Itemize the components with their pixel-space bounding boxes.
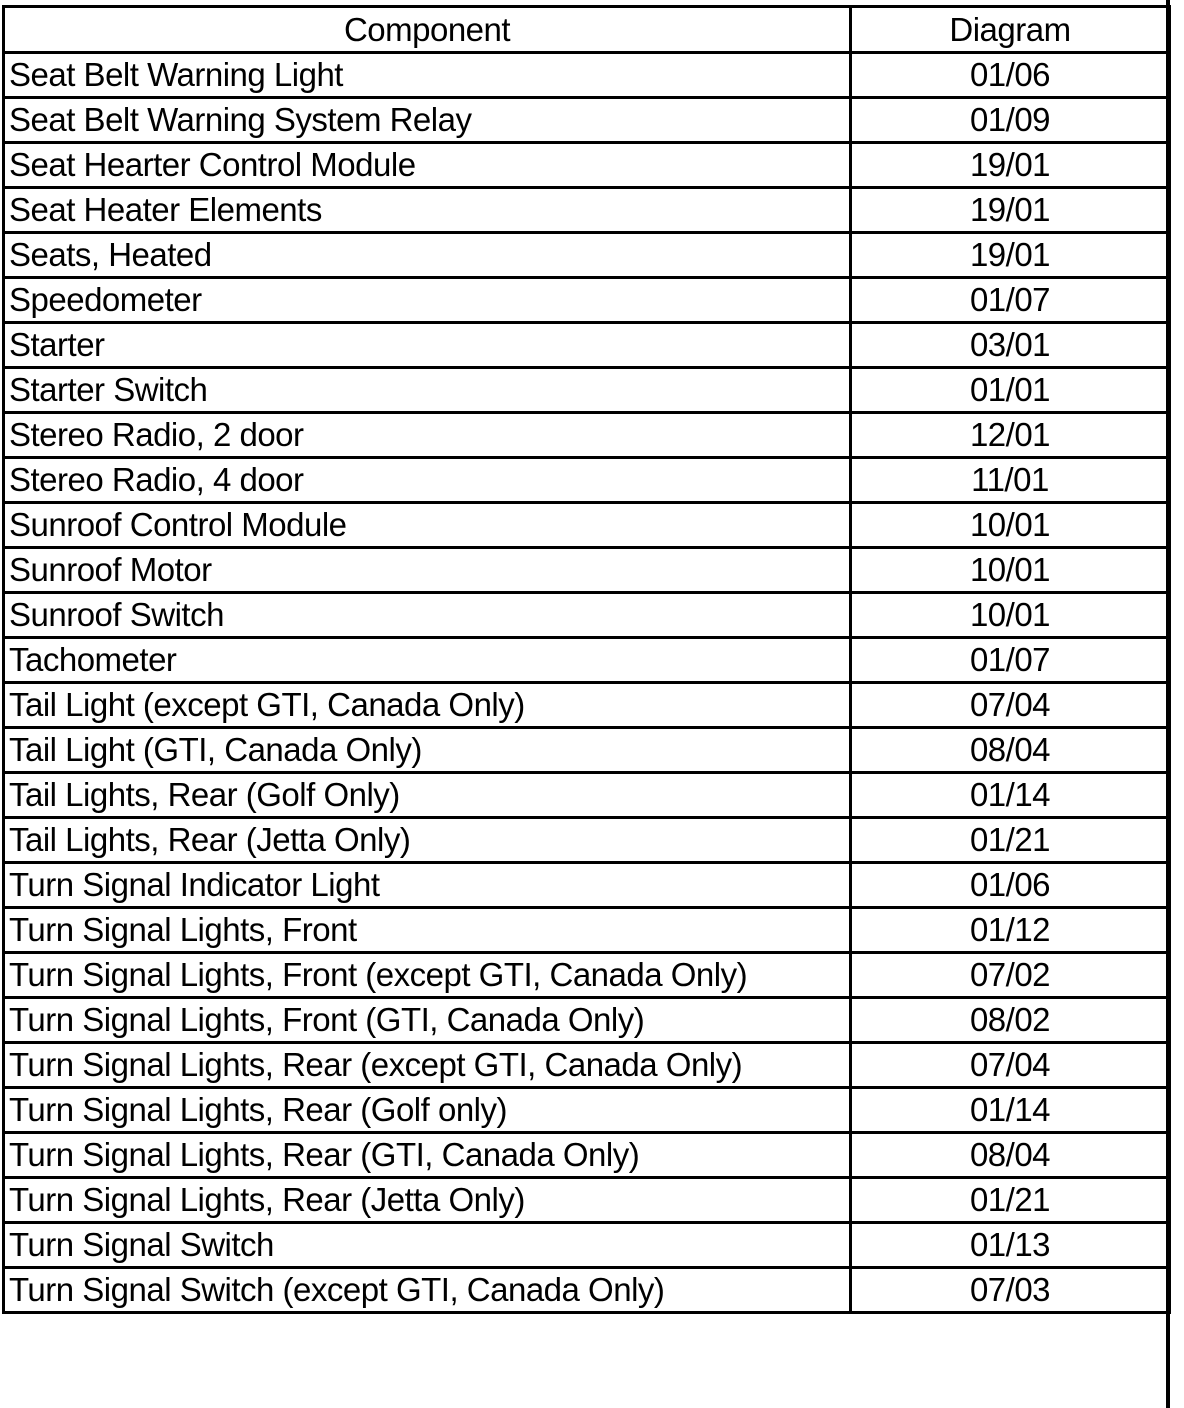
diagram-cell: 11/01 [851,458,1170,503]
component-cell: Seat Belt Warning System Relay [4,98,851,143]
table-row [4,683,1170,728]
header-row [4,7,1170,53]
component-cell: Seat Heater Elements [4,188,851,233]
diagram-cell: 01/13 [851,1223,1170,1268]
table-row [4,638,1170,683]
component-cell: Tail Lights, Rear (Jetta Only) [4,818,851,863]
diagram-cell: 07/02 [851,953,1170,998]
component-cell: Turn Signal Lights, Front [4,908,851,953]
table-row [4,953,1170,998]
component-cell: Turn Signal Lights, Rear (Golf only) [4,1088,851,1133]
column-header-diagram: Diagram [851,7,1170,53]
diagram-cell: 01/07 [851,638,1170,683]
diagram-cell: 19/01 [851,233,1170,278]
diagram-cell: 01/07 [851,278,1170,323]
table-row [4,1043,1170,1088]
component-cell: Seats, Heated [4,233,851,278]
component-cell: Seat Hearter Control Module [4,143,851,188]
component-cell: Starter [4,323,851,368]
component-cell: Stereo Radio, 2 door [4,413,851,458]
diagram-cell: 01/01 [851,368,1170,413]
diagram-cell: 08/04 [851,728,1170,773]
table-row [4,1268,1170,1313]
table-row [4,1223,1170,1268]
column-header-component: Component [4,7,851,53]
diagram-cell: 01/06 [851,53,1170,98]
component-cell: Turn Signal Lights, Front (except GTI, Canada Only) [4,953,851,998]
table-row [4,548,1170,593]
table-row [4,413,1170,458]
component-cell: Sunroof Motor [4,548,851,593]
table-row [4,908,1170,953]
diagram-cell: 03/01 [851,323,1170,368]
component-cell: Tail Light (except GTI, Canada Only) [4,683,851,728]
component-cell: Turn Signal Lights, Rear (Jetta Only) [4,1178,851,1223]
table-row [4,863,1170,908]
component-cell: Seat Belt Warning Light [4,53,851,98]
diagram-cell: 19/01 [851,143,1170,188]
component-cell: Speedometer [4,278,851,323]
component-cell: Sunroof Control Module [4,503,851,548]
table-row [4,1178,1170,1223]
table-row [4,773,1170,818]
component-cell: Turn Signal Lights, Rear (GTI, Canada Only) [4,1133,851,1178]
table-row [4,1088,1170,1133]
component-cell: Stereo Radio, 4 door [4,458,851,503]
diagram-cell: 19/01 [851,188,1170,233]
table-row [4,278,1170,323]
component-cell: Sunroof Switch [4,593,851,638]
table-row [4,368,1170,413]
component-cell: Tachometer [4,638,851,683]
table-row [4,593,1170,638]
table-row [4,728,1170,773]
diagram-cell: 10/01 [851,593,1170,638]
table-row [4,323,1170,368]
table-row [4,98,1170,143]
diagram-cell: 08/02 [851,998,1170,1043]
table-row [4,233,1170,278]
diagram-cell: 07/04 [851,683,1170,728]
diagram-cell: 01/09 [851,98,1170,143]
diagram-cell: 01/14 [851,773,1170,818]
diagram-cell: 12/01 [851,413,1170,458]
table-row [4,188,1170,233]
table-row [4,998,1170,1043]
diagram-cell: 01/21 [851,1178,1170,1223]
diagram-cell: 07/04 [851,1043,1170,1088]
diagram-cell: 01/12 [851,908,1170,953]
table-row [4,53,1170,98]
diagram-cell: 10/01 [851,503,1170,548]
diagram-cell: 01/06 [851,863,1170,908]
component-table [2,5,1171,1314]
diagram-cell: 08/04 [851,1133,1170,1178]
component-cell: Turn Signal Switch [4,1223,851,1268]
component-cell: Tail Light (GTI, Canada Only) [4,728,851,773]
diagram-cell: 01/14 [851,1088,1170,1133]
table-row [4,458,1170,503]
diagram-cell: 01/21 [851,818,1170,863]
diagram-cell: 10/01 [851,548,1170,593]
component-cell: Turn Signal Lights, Front (GTI, Canada Only) [4,998,851,1043]
table-row [4,143,1170,188]
component-cell: Tail Lights, Rear (Golf Only) [4,773,851,818]
component-cell: Turn Signal Switch (except GTI, Canada Only) [4,1268,851,1313]
component-cell: Turn Signal Lights, Rear (except GTI, Canada Only) [4,1043,851,1088]
diagram-cell: 07/03 [851,1268,1170,1313]
table-row [4,818,1170,863]
component-diagram-index [2,5,1168,1314]
table-row [4,503,1170,548]
table-row [4,1133,1170,1178]
component-cell: Turn Signal Indicator Light [4,863,851,908]
table-body [4,53,1170,1313]
component-cell: Starter Switch [4,368,851,413]
